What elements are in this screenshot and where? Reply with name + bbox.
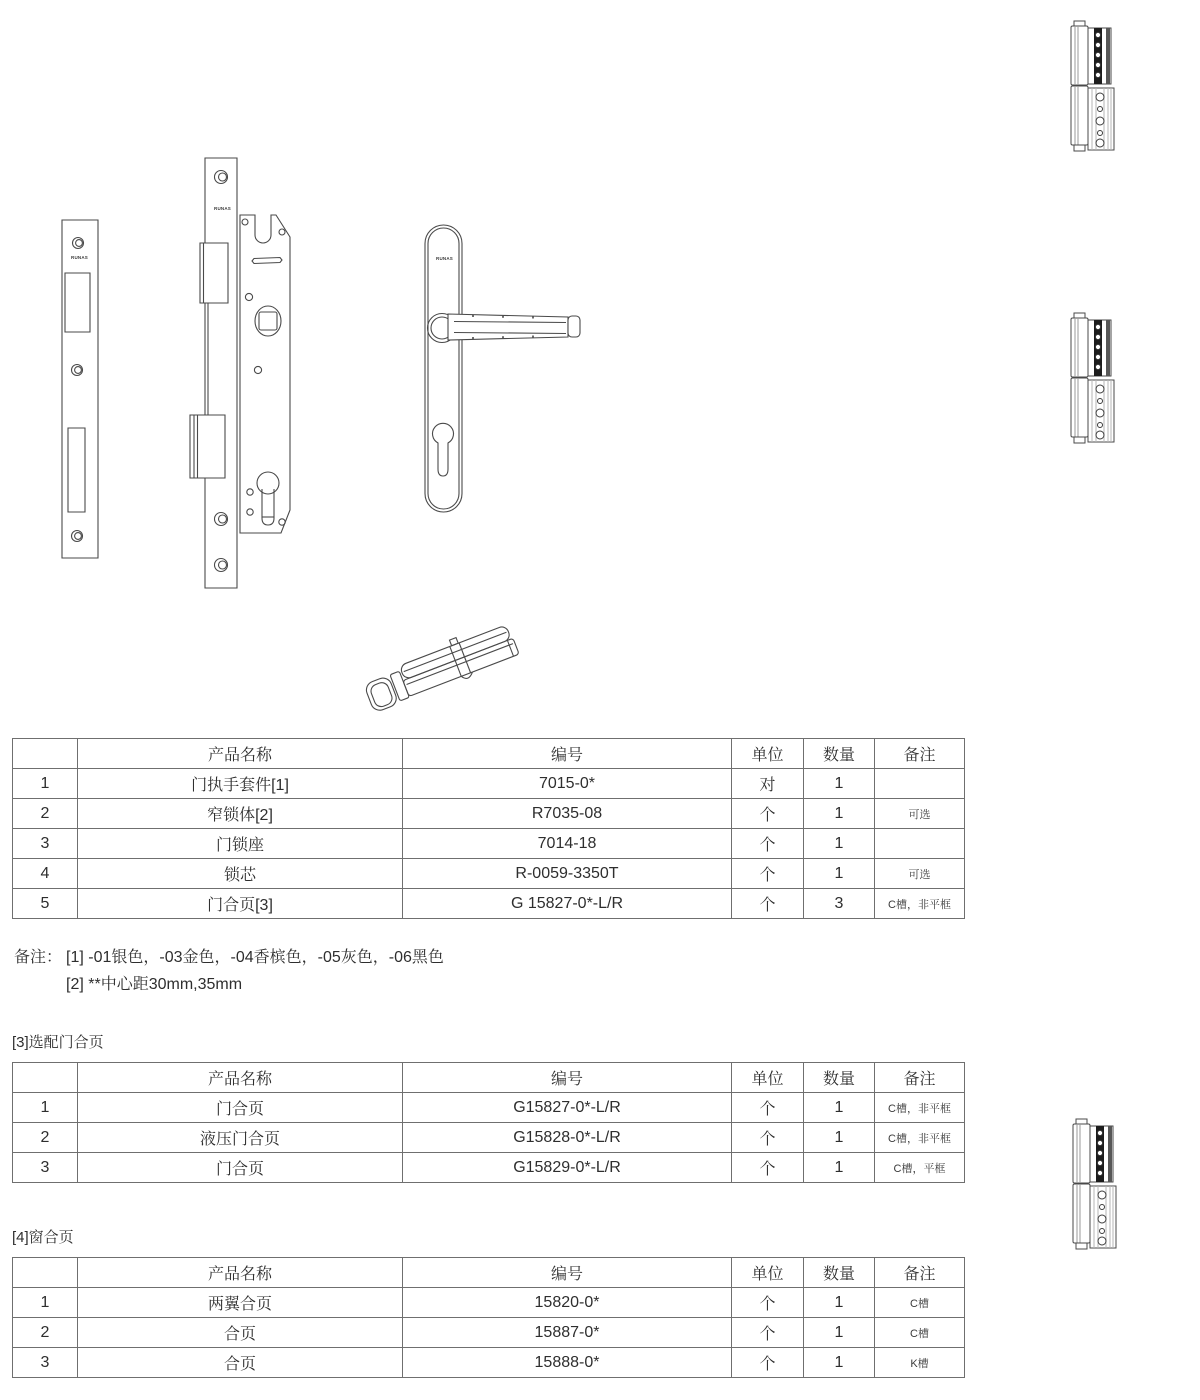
row-index: 2 bbox=[13, 1123, 78, 1153]
row-index: 4 bbox=[13, 859, 78, 889]
table-cell: 门执手套件[1] bbox=[78, 769, 403, 799]
table-cell bbox=[875, 769, 965, 799]
table-cell: 个 bbox=[732, 1123, 804, 1153]
column-header bbox=[13, 1258, 78, 1288]
row-index: 1 bbox=[13, 1093, 78, 1123]
table-cell: 7015-0* bbox=[403, 769, 732, 799]
column-header: 编号 bbox=[403, 1063, 732, 1093]
table-cell: 1 bbox=[804, 859, 875, 889]
row-index: 3 bbox=[13, 1153, 78, 1183]
column-header: 数量 bbox=[804, 1258, 875, 1288]
table-cell: 1 bbox=[804, 769, 875, 799]
table-cell: 两翼合页 bbox=[78, 1288, 403, 1318]
column-header bbox=[13, 739, 78, 769]
strike-plate-drawing bbox=[60, 218, 100, 560]
table-cell: 个 bbox=[732, 1153, 804, 1183]
door-hinges-table bbox=[12, 1062, 965, 1183]
column-header: 备注 bbox=[875, 1063, 965, 1093]
row-index: 1 bbox=[13, 769, 78, 799]
table-cell: 合页 bbox=[78, 1318, 403, 1348]
table-cell: 个 bbox=[732, 1093, 804, 1123]
door-handle-drawing bbox=[418, 218, 598, 518]
section-heading-door-hinges: [3]选配门合页 bbox=[12, 1034, 104, 1051]
table-cell: K槽 bbox=[875, 1348, 965, 1378]
column-header: 产品名称 bbox=[78, 1258, 403, 1288]
column-header: 数量 bbox=[804, 1063, 875, 1093]
table-row bbox=[13, 1153, 965, 1183]
column-header: 产品名称 bbox=[78, 739, 403, 769]
table-cell: 个 bbox=[732, 1288, 804, 1318]
brand-logo: RUNAS bbox=[214, 206, 232, 211]
table-cell: C槽，平框 bbox=[875, 1153, 965, 1183]
door-hinge-drawing-middle bbox=[1068, 312, 1118, 446]
table-row bbox=[13, 1123, 965, 1153]
table-cell: 1 bbox=[804, 1348, 875, 1378]
row-index: 2 bbox=[13, 799, 78, 829]
table-row bbox=[13, 1288, 965, 1318]
table-cell: 个 bbox=[732, 829, 804, 859]
table-cell: 个 bbox=[732, 889, 804, 919]
table-cell: 锁芯 bbox=[78, 859, 403, 889]
table-cell: 个 bbox=[732, 859, 804, 889]
column-header: 单位 bbox=[732, 739, 804, 769]
lock-cylinder-drawing bbox=[363, 596, 518, 721]
table-cell: 门合页 bbox=[78, 1093, 403, 1123]
table-cell: 3 bbox=[804, 889, 875, 919]
table-row bbox=[13, 859, 965, 889]
column-header: 编号 bbox=[403, 1258, 732, 1288]
table-row bbox=[13, 889, 965, 919]
notes-label: 备注： bbox=[14, 949, 63, 966]
row-index: 1 bbox=[13, 1288, 78, 1318]
table-cell: 1 bbox=[804, 829, 875, 859]
table-cell: G15828-0*-L/R bbox=[403, 1123, 732, 1153]
table-cell: 1 bbox=[804, 1288, 875, 1318]
table-cell: C槽，非平框 bbox=[875, 889, 965, 919]
column-header: 单位 bbox=[732, 1063, 804, 1093]
table-cell: 个 bbox=[732, 799, 804, 829]
table-cell: 15888-0* bbox=[403, 1348, 732, 1378]
table-cell: 15820-0* bbox=[403, 1288, 732, 1318]
table-cell: 合页 bbox=[78, 1348, 403, 1378]
table-cell: R-0059-3350T bbox=[403, 859, 732, 889]
window-hinge-drawing bbox=[1070, 1118, 1120, 1252]
table-cell: 个 bbox=[732, 1318, 804, 1348]
table-row bbox=[13, 769, 965, 799]
row-index: 5 bbox=[13, 889, 78, 919]
column-header: 产品名称 bbox=[78, 1063, 403, 1093]
table-cell: C槽，非平框 bbox=[875, 1093, 965, 1123]
section-heading-window-hinges: [4]窗合页 bbox=[12, 1229, 74, 1246]
row-index: 3 bbox=[13, 1348, 78, 1378]
table-cell: 1 bbox=[804, 1318, 875, 1348]
main-parts-table bbox=[12, 738, 965, 919]
notes-block bbox=[14, 944, 444, 998]
table-cell: 1 bbox=[804, 1123, 875, 1153]
table-cell: 1 bbox=[804, 799, 875, 829]
column-header: 单位 bbox=[732, 1258, 804, 1288]
door-hinge-drawing-top bbox=[1068, 20, 1118, 154]
column-header bbox=[13, 1063, 78, 1093]
table-cell: G 15827-0*-L/R bbox=[403, 889, 732, 919]
table-cell: C槽，非平框 bbox=[875, 1123, 965, 1153]
table-cell: 门合页[3] bbox=[78, 889, 403, 919]
column-header: 数量 bbox=[804, 739, 875, 769]
table-cell: R7035-08 bbox=[403, 799, 732, 829]
table-row bbox=[13, 1348, 965, 1378]
column-header: 备注 bbox=[875, 739, 965, 769]
table-cell: C槽 bbox=[875, 1318, 965, 1348]
brand-logo: RUNAS bbox=[436, 256, 454, 261]
row-index: 2 bbox=[13, 1318, 78, 1348]
table-cell: 7014-18 bbox=[403, 829, 732, 859]
notes-line: [2] **中心距30mm,35mm bbox=[66, 976, 243, 993]
table-cell: G15829-0*-L/R bbox=[403, 1153, 732, 1183]
table-cell: C槽 bbox=[875, 1288, 965, 1318]
table-cell: 1 bbox=[804, 1153, 875, 1183]
table-cell: 1 bbox=[804, 1093, 875, 1123]
column-header: 备注 bbox=[875, 1258, 965, 1288]
table-cell: 可选 bbox=[875, 859, 965, 889]
brand-logo: RUNAS bbox=[71, 255, 89, 260]
table-cell: 液压门合页 bbox=[78, 1123, 403, 1153]
notes-line: [1] -01银色，-03金色，-04香槟色，-05灰色，-06黑色 bbox=[66, 949, 444, 966]
table-row bbox=[13, 829, 965, 859]
table-row bbox=[13, 1093, 965, 1123]
table-cell: 门合页 bbox=[78, 1153, 403, 1183]
table-cell: 个 bbox=[732, 1348, 804, 1378]
table-cell: 门锁座 bbox=[78, 829, 403, 859]
table-row bbox=[13, 1318, 965, 1348]
table-cell: 可选 bbox=[875, 799, 965, 829]
table-cell bbox=[875, 829, 965, 859]
lock-body-drawing bbox=[188, 155, 300, 600]
column-header: 编号 bbox=[403, 739, 732, 769]
window-hinges-table bbox=[12, 1257, 965, 1378]
table-cell: 15887-0* bbox=[403, 1318, 732, 1348]
notes-indent bbox=[14, 971, 66, 998]
table-cell: 窄锁体[2] bbox=[78, 799, 403, 829]
table-row bbox=[13, 799, 965, 829]
table-cell: 对 bbox=[732, 769, 804, 799]
table-cell: G15827-0*-L/R bbox=[403, 1093, 732, 1123]
row-index: 3 bbox=[13, 829, 78, 859]
